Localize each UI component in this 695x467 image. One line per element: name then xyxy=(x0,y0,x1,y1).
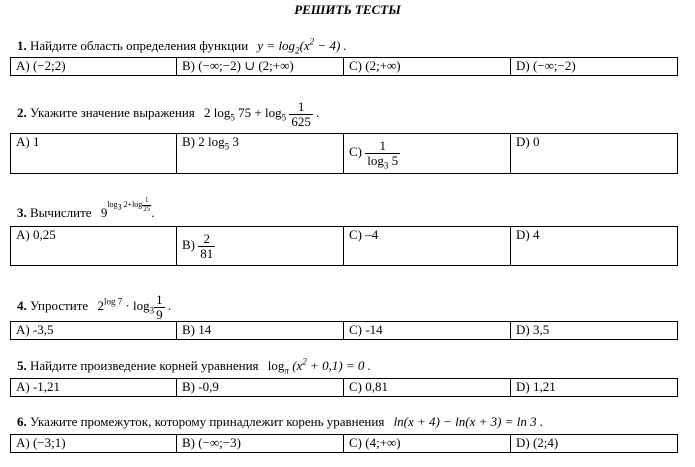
fraction: $\frac{1}{9}$ xyxy=(156,292,163,322)
formula: $2^{log 7} \cdot \log_3$ $\frac{1}{9}$ . xyxy=(97,292,172,322)
fraction: $\frac{1}{625}$ xyxy=(291,99,311,129)
answer-c[interactable]: C) -14 xyxy=(344,322,511,340)
answers-table-4 xyxy=(10,321,678,340)
formula: ln(x + 4) − ln(x + 3) = ln 3 . xyxy=(393,414,544,429)
answer-b[interactable]: B) (−∞;−3) xyxy=(177,435,344,453)
question-number: 5. xyxy=(17,358,27,373)
formula: $9^{log_3 2+log \frac{1}{25}}$ . xyxy=(100,196,155,220)
question-text: Найдите область определения функции xyxy=(30,38,249,53)
formula: 2 $\log_5 75 + \log_5$ $\frac{1}{625}$ . xyxy=(204,99,320,129)
answer-b[interactable]: B) 14 xyxy=(177,322,344,340)
answer-a[interactable]: A) (−3;1) xyxy=(11,435,177,453)
question-6 xyxy=(17,414,543,430)
question-2 xyxy=(17,100,319,128)
question-4 xyxy=(17,293,171,321)
answer-d[interactable]: D) 0 xyxy=(511,134,678,174)
answer-c[interactable]: C) (2;+∞) xyxy=(344,58,511,76)
answer-d[interactable]: D) (2;4) xyxy=(511,435,678,453)
question-text: Вычислите xyxy=(30,205,92,220)
answers-table-6 xyxy=(10,434,678,453)
question-5 xyxy=(17,358,371,374)
formula: $y = \log_2(x^2 - 4)$ . xyxy=(257,36,347,56)
answer-b[interactable]: B) 2 $\log_5 3$ xyxy=(177,134,344,174)
answer-b[interactable]: B) $\frac{2}{81}$ xyxy=(177,227,344,266)
exponent-fraction: $\frac{1}{25}$ xyxy=(143,196,151,213)
answer-d[interactable]: D) 4 xyxy=(511,227,678,266)
question-text: Упростите xyxy=(30,298,89,314)
question-text: Найдите произведение корней уравнения xyxy=(30,358,259,373)
answers-table-3 xyxy=(10,226,678,266)
answer-a[interactable]: A) 0,25 xyxy=(11,227,177,266)
answer-a[interactable]: A) (−2;2) xyxy=(11,58,177,76)
answers-table-1 xyxy=(10,57,678,76)
fraction: $\frac{1}{\log_3 5}$ xyxy=(367,138,399,171)
fraction: $\frac{2}{81}$ xyxy=(200,230,214,261)
answer-a[interactable]: A) -1,21 xyxy=(11,379,177,397)
question-3 xyxy=(17,196,155,223)
page-title: РЕШИТЬ ТЕСТЫ xyxy=(294,2,401,17)
answer-b[interactable]: B) -0,9 xyxy=(177,379,344,397)
question-number: 2. xyxy=(17,105,27,121)
question-1 xyxy=(17,38,347,54)
formula: $\log_\pi (x^2 + 0,1) = 0$ . xyxy=(267,356,371,376)
answer-c[interactable]: C) (4;+∞) xyxy=(344,435,511,453)
answer-c[interactable]: C) $\frac{1}{\log_3 5}$ xyxy=(344,134,511,174)
question-text: Укажите промежуток, которому принадлежит корень уравнения xyxy=(30,414,385,429)
question-number: 6. xyxy=(17,414,27,429)
answer-d[interactable]: D) (−∞;−2) xyxy=(511,58,678,76)
answer-b[interactable]: B) (−∞;−2) ∪ (2;+∞) xyxy=(177,58,344,76)
question-text: Укажите значение выражения xyxy=(30,105,195,121)
answer-c[interactable]: C) –4 xyxy=(344,227,511,266)
question-number: 4. xyxy=(17,298,27,314)
question-number: 1. xyxy=(17,38,27,53)
answers-table-5 xyxy=(10,378,678,397)
answer-a[interactable]: A) -3,5 xyxy=(11,322,177,340)
answer-d[interactable]: D) 1,21 xyxy=(511,379,678,397)
answer-c[interactable]: C) 0,81 xyxy=(344,379,511,397)
answer-a[interactable]: A) 1 xyxy=(11,134,177,174)
question-number: 3. xyxy=(17,205,27,220)
answers-table-2 xyxy=(10,133,678,174)
answer-d[interactable]: D) 3,5 xyxy=(511,322,678,340)
